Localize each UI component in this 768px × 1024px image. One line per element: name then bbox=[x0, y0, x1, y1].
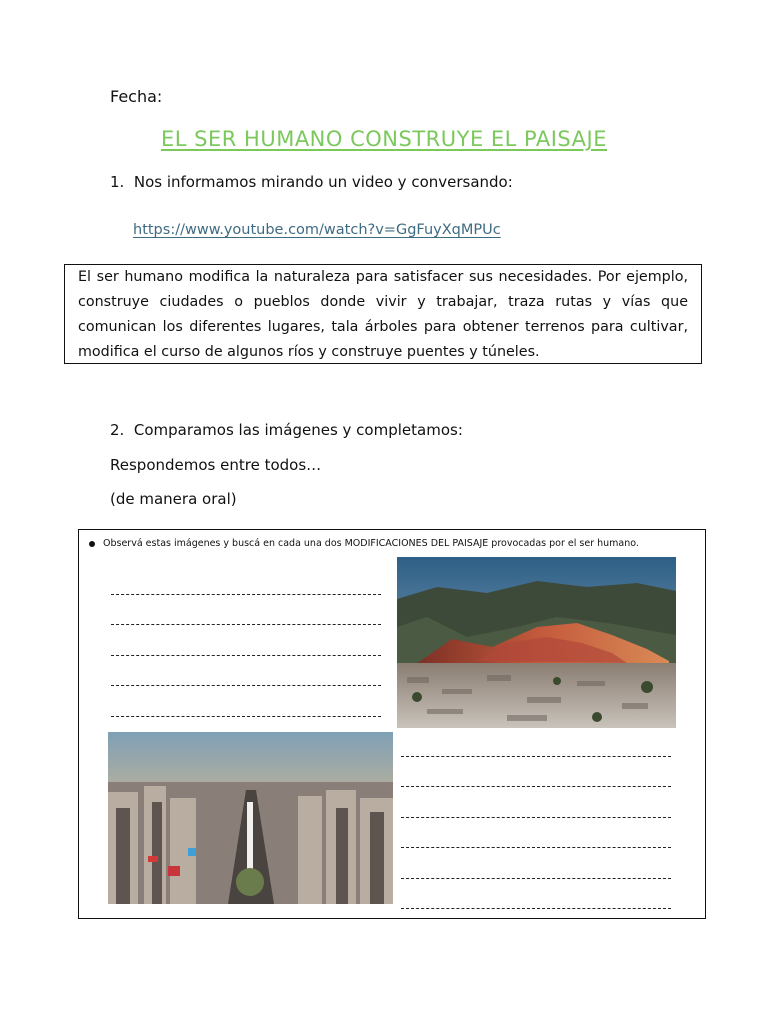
activity-box bbox=[78, 529, 706, 919]
step-1-text: 1. Nos informamos mirando un video y conversando: bbox=[110, 173, 513, 191]
instruction-text: Observá estas imágenes y buscá en cada una dos MODIFICACIONES DEL PAISAJE provocadas por el ser humano. bbox=[103, 538, 639, 549]
info-paragraph: El ser humano modifica la naturaleza para satisfacer sus necesidades. Por ejemplo, construye ciudades o pueblos donde vivir y trabajar, traza rutas y vías que comunican los diferentes lugares, tala árboles para obtener terrenos para cultivar, modifica el curso de algunos ríos y construye puentes y túneles. bbox=[78, 269, 688, 360]
answer-line[interactable] bbox=[111, 595, 381, 626]
answer-line[interactable] bbox=[401, 848, 671, 879]
oral-note: (de manera oral) bbox=[110, 490, 237, 508]
answer-lines-right bbox=[401, 726, 671, 909]
answer-line[interactable] bbox=[111, 686, 381, 717]
mountain-village-photo bbox=[397, 557, 676, 728]
answer-line[interactable] bbox=[111, 656, 381, 687]
answer-line[interactable] bbox=[401, 879, 671, 910]
video-link[interactable]: https://www.youtube.com/watch?v=GgFuyXqMPUc bbox=[133, 222, 501, 238]
answer-line[interactable] bbox=[401, 757, 671, 788]
step-2-text: 2. Comparamos las imágenes y completamos: bbox=[110, 421, 463, 439]
answer-line[interactable] bbox=[111, 625, 381, 656]
city-aerial-photo bbox=[108, 732, 393, 904]
answer-lines-left bbox=[111, 564, 381, 747]
respondemos-text: Respondemos entre todos… bbox=[110, 456, 322, 474]
page-title: EL SER HUMANO CONSTRUYE EL PAISAJE bbox=[161, 127, 607, 151]
instruction-bullet bbox=[89, 538, 639, 549]
answer-line[interactable] bbox=[401, 818, 671, 849]
answer-line[interactable] bbox=[401, 787, 671, 818]
info-box bbox=[64, 264, 702, 364]
answer-line[interactable] bbox=[401, 726, 671, 757]
answer-line[interactable] bbox=[111, 564, 381, 595]
bullet-icon bbox=[89, 541, 95, 547]
date-label: Fecha: bbox=[110, 87, 163, 106]
